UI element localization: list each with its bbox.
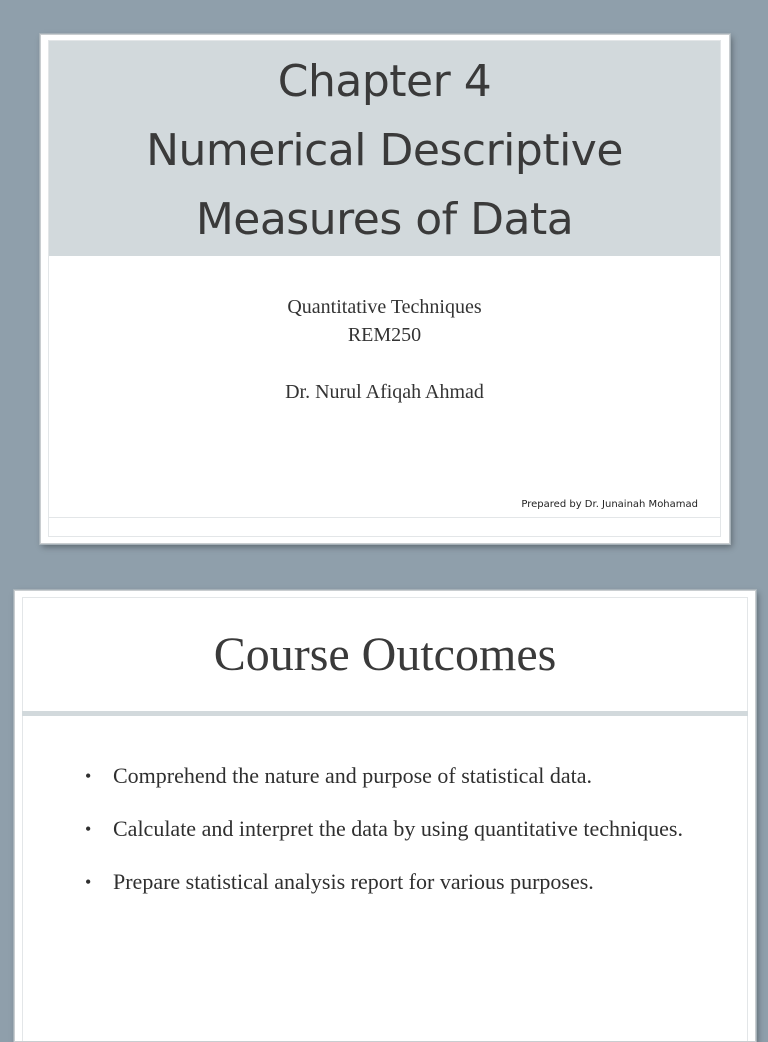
title-slide: [40, 34, 730, 544]
title-slide-frame: [48, 40, 721, 537]
outcome-text: Calculate and interpret the data by using quantitative techniques.: [113, 816, 683, 841]
list-item: [85, 867, 685, 897]
bullet-icon: •: [85, 766, 92, 786]
course-outcomes-slide: [14, 590, 756, 1042]
outcome-text: Prepare statistical analysis report for various purposes.: [113, 869, 594, 894]
slide-title: Course Outcomes: [213, 628, 557, 681]
list-item: [85, 761, 685, 791]
title-band: [49, 41, 720, 256]
course-name: Quantitative Techniques: [287, 296, 482, 318]
lecturer-name: Dr. Nurul Afiqah Ahmad: [285, 381, 484, 403]
outcomes-list: [85, 761, 685, 920]
title-divider: [22, 711, 748, 716]
footer-divider: [49, 517, 720, 518]
title-line-2: Numerical Descriptive: [146, 125, 623, 176]
course-code: REM250: [347, 324, 422, 346]
outcome-text: Comprehend the nature and purpose of statistical data.: [113, 763, 592, 788]
prepared-by-note: Prepared by Dr. Junainah Mohamad: [521, 499, 698, 510]
title-line-1: Chapter 4: [277, 56, 492, 107]
bullet-icon: •: [85, 872, 92, 892]
list-item: [85, 814, 685, 844]
bullet-icon: •: [85, 819, 92, 839]
title-line-3: Measures of Data: [195, 194, 574, 245]
